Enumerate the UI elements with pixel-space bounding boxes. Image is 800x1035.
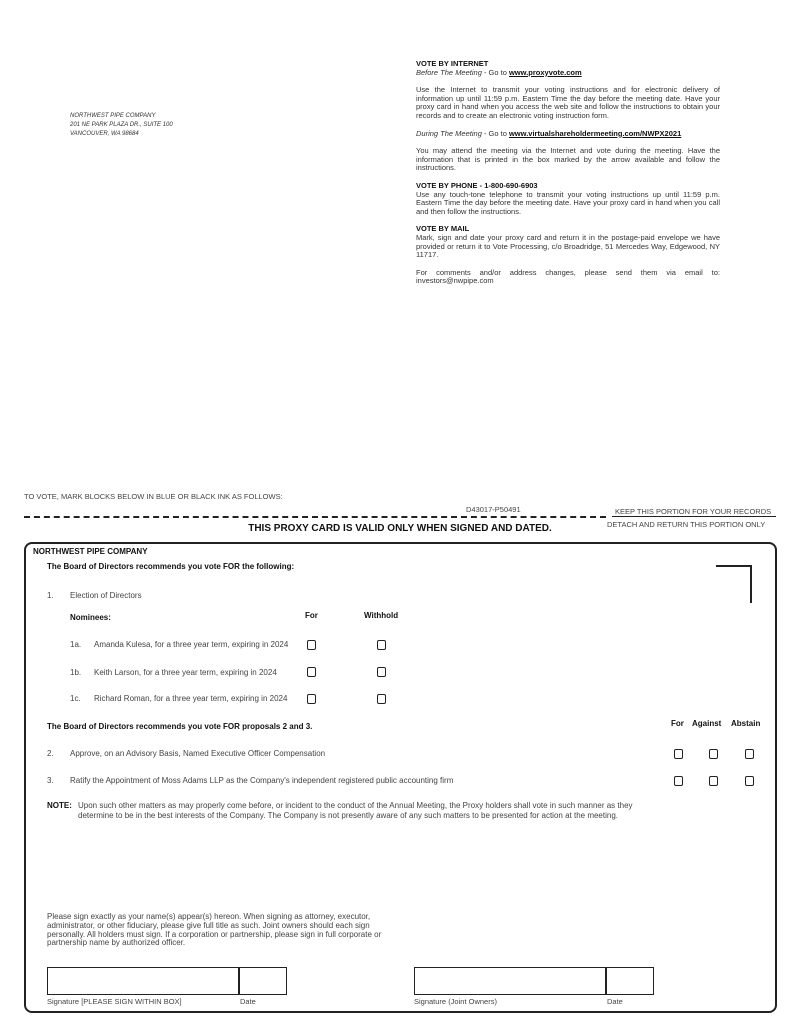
keep-portion-label: KEEP THIS PORTION FOR YOUR RECORDS — [615, 507, 772, 516]
proxyvote-link[interactable]: www.proxyvote.com — [508, 67, 582, 77]
phone-heading: VOTE BY PHONE - 1-800-690-6903 — [416, 180, 538, 190]
nominee-1a-for-checkbox[interactable] — [307, 640, 316, 650]
keep-divider — [612, 516, 776, 517]
column-for-2: For — [671, 719, 684, 728]
internet-heading: VOTE BY INTERNET — [416, 59, 489, 68]
nominee-1b-withhold-checkbox[interactable] — [377, 667, 386, 677]
proposal-text: Approve, on an Advisory Basis, Named Executive Officer Compensation — [70, 749, 326, 758]
nominee-number: 1b. — [70, 668, 82, 677]
return-address — [70, 112, 173, 139]
note-text: Upon such other matters as may properly come before, or incident to the conduct of the Annual Meeting, the Proxy holders shall vote in such manner as they determine to be in the best interests of the Company. The Company is not presently aware of any such matters to be presented for action at the meeting. — [78, 801, 633, 820]
proposal-2-against-checkbox[interactable] — [709, 749, 718, 759]
before-meeting-text: Use the Internet to transmit your voting instructions and for electronic delivery of information up until 11:59 p.m. Eastern Time the day before the meeting date. Have your proxy card in hand when you access the web site and follow the instructions to obtain your records and to create an electronic voting instruction form. — [416, 85, 720, 120]
proposal-number: 2. — [47, 749, 54, 758]
proposal-2-for-checkbox[interactable] — [674, 749, 683, 759]
nominee-text: Amanda Kulesa, for a three year term, expiring in 2024 — [94, 640, 289, 649]
date-box[interactable] — [238, 967, 287, 995]
valid-notice: THIS PROXY CARD IS VALID ONLY WHEN SIGNED AND DATED. — [248, 523, 552, 534]
nominee-1b-for-checkbox[interactable] — [307, 667, 316, 677]
control-code: D43017-P50491 — [466, 505, 521, 514]
column-against: Against — [692, 719, 722, 728]
column-withhold: Withhold — [364, 611, 399, 620]
proposal-3-for-checkbox[interactable] — [674, 776, 683, 786]
nominees-label: Nominees: — [70, 613, 111, 622]
nominee-number: 1c. — [70, 694, 81, 703]
phone-text: Use any touch-tone telephone to transmit your voting instructions up until 11:59 p.m. Eastern Time the day before the meeting date. Have your proxy card in hand when you call and then follow the instructions. — [416, 189, 720, 216]
voting-instructions — [416, 60, 720, 286]
mark-instruction: TO VOTE, MARK BLOCKS BELOW IN BLUE OR BLACK INK AS FOLLOWS: — [24, 492, 283, 501]
return-address-line: 201 NE PARK PLAZA DR., SUITE 100 — [70, 122, 173, 128]
date-label: Date — [240, 997, 256, 1006]
item-election-text: Election of Directors — [70, 591, 142, 600]
mail-heading: VOTE BY MAIL — [416, 224, 470, 234]
nominee-1c-for-checkbox[interactable] — [307, 694, 316, 704]
item-number: 1. — [47, 591, 54, 600]
before-meeting-line — [416, 69, 720, 78]
proposal-number: 3. — [47, 776, 54, 785]
signature-label: Signature [PLEASE SIGN WITHIN BOX] — [47, 997, 182, 1006]
column-for: For — [305, 611, 318, 620]
during-goto: - Go to — [481, 128, 509, 138]
joint-date-label: Date — [607, 997, 623, 1006]
perforation-line — [24, 516, 606, 518]
during-meeting-label: During The Meeting — [416, 128, 482, 138]
signing-instructions: Please sign exactly as your name(s) appear(s) hereon. When signing as attorney, executor, administrator, or other fiduciary, please give full title as such. Joint owners should each sign personally. All holders must sign. If a corporation or partnership, please sign in full corporate or partnership name by authorized officer. — [47, 912, 382, 948]
nominee-text: Keith Larson, for a three year term, expiring in 2024 — [94, 668, 277, 677]
comments-text: For comments and/or address changes, please send them via email to: investors@nwpipe.com — [416, 267, 720, 286]
proposal-3-against-checkbox[interactable] — [709, 776, 718, 786]
detach-portion-label: DETACH AND RETURN THIS PORTION ONLY — [607, 520, 766, 529]
return-address-line: VANCOUVER, WA 98684 — [70, 131, 139, 137]
proposal-text: Ratify the Appointment of Moss Adams LLP as the Company's independent registered public accounting firm — [70, 776, 454, 785]
mail-text: Mark, sign and date your proxy card and return it in the postage-paid envelope we have provided or return it to Vote Processing, c/o Broadridge, 51 Mercedes Way, Edgewood, NY 11717. — [416, 232, 720, 260]
return-address-line: NORTHWEST PIPE COMPANY — [70, 113, 156, 119]
signature-box[interactable] — [47, 967, 240, 995]
note-label: NOTE: — [47, 801, 72, 810]
nominee-1a-withhold-checkbox[interactable] — [377, 640, 386, 650]
arrow-corner-mark — [716, 565, 752, 603]
recommendation-heading-1: The Board of Directors recommends you vote FOR the following: — [47, 562, 295, 571]
recommendation-heading-2: The Board of Directors recommends you vote FOR proposals 2 and 3. — [47, 722, 313, 731]
nominee-1c-withhold-checkbox[interactable] — [377, 694, 386, 704]
joint-signature-label: Signature (Joint Owners) — [414, 997, 497, 1006]
virtual-meeting-link[interactable]: www.virtualshareholdermeeting.com/NWPX2021 — [508, 128, 682, 138]
joint-date-box[interactable] — [605, 967, 654, 995]
nominee-text: Richard Roman, for a three year term, expiring in 2024 — [94, 694, 288, 703]
proposal-3-abstain-checkbox[interactable] — [745, 776, 754, 786]
proposal-2-abstain-checkbox[interactable] — [745, 749, 754, 759]
nominee-number: 1a. — [70, 640, 82, 649]
before-goto: - Go to — [481, 67, 509, 77]
before-meeting-label: Before The Meeting — [416, 67, 482, 77]
joint-signature-box[interactable] — [414, 967, 607, 995]
column-abstain: Abstain — [731, 719, 761, 728]
card-company-name: NORTHWEST PIPE COMPANY — [33, 547, 148, 556]
during-meeting-text: You may attend the meeting via the Internet and vote during the meeting. Have the information that is printed in the box marked by the arrow available and follow the instructions. — [416, 146, 720, 173]
during-meeting-line — [416, 130, 720, 139]
